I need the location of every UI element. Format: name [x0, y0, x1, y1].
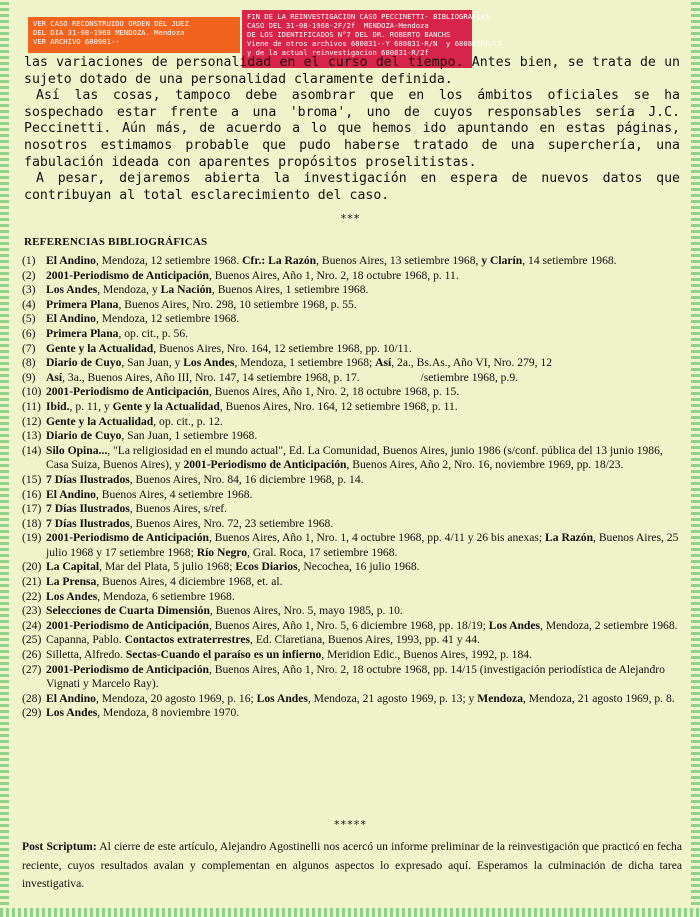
reference-item: [22, 663, 682, 692]
reference-number: (16): [22, 487, 42, 501]
reference-item: [22, 312, 682, 327]
reference-item: [22, 473, 682, 488]
reference-number: (10): [22, 385, 42, 399]
reference-text: 2001-Periodismo de Anticipación, Buenos Aires, Año 1, Nro. 5, 6 diciembre 1968, pp. 18/19; Los Andes, Mendoza, 2 setiembre 1968.: [46, 618, 678, 632]
intro-paragraph-1: las variaciones de personalidad en el curso del tiempo. Antes bien, se trata de un sujeto dotado de una personalidad claramente definida.: [24, 55, 680, 87]
reference-number: (11): [22, 399, 41, 413]
reference-text: 7 Días Ilustrados, Buenos Aires, Nro. 72, 23 setiembre 1968.: [46, 516, 334, 530]
reference-text: La Capital, Mar del Plata, 5 julio 1968; Ecos Diarios, Necochea, 16 julio 1968.: [46, 560, 420, 574]
reference-number: (8): [22, 356, 36, 370]
reference-text: 2001-Periodismo de Anticipación, Buenos Aires, Año 1, Nro. 2, 18 octubre 1968, p. 11.: [46, 268, 459, 282]
reference-text: Primera Plana, op. cit., p. 56.: [46, 326, 189, 340]
reference-text: Los Andes, Mendoza, y La Nación, Buenos Aires, 1 setiembre 1968.: [46, 283, 369, 297]
reference-item: [22, 619, 682, 634]
reference-item: [22, 356, 682, 371]
reference-number: (17): [22, 502, 42, 516]
reference-number: (20): [22, 560, 42, 574]
left-decorative-border: [0, 0, 9, 917]
reference-number: (2): [22, 268, 36, 282]
reference-item: [22, 429, 682, 444]
reference-item: [22, 575, 682, 590]
reference-item: [22, 590, 682, 605]
reference-number: (3): [22, 283, 36, 297]
references-list: [22, 254, 682, 721]
reference-number: (13): [22, 429, 42, 443]
reference-number: (22): [22, 589, 42, 603]
case-stamp-right: FIN DE LA REINVESTIGACION CASO PECCINETTI- BIBLIOGRAFIAS CASO DEL 31-08-1968-2F/2f MENDOZA-Mendoza DE LOS IDENTIFICADOS N°7 DEL DR. ROBERTO BANCHS Viene de otros archivos 680831--Y 680831-R/N y 680831RS/LS y de la actual reinvestigacion 680831-R/2f: [242, 10, 472, 68]
postscript-text: Al cierre de este artículo, Alejandro Agostinelli nos acercó un informe preliminar de la reinvestigación que practicó en fecha reciente, cuyos resultados avalan y complementan en algunos aspectos lo expresado aquí. Esperamos la culminación de dicha tarea investigativa.: [22, 840, 682, 891]
reference-number: (14): [22, 443, 42, 457]
reference-item: [22, 327, 682, 342]
reference-text: Silo Opina..., "La religiosidad en el mundo actual", Ed. La Comunidad, Buenos Aires, junio 1986 (s/conf. pública del 13 junio 1986, Casa Suiza, Buenos Aires), y 2001-Periodismo de Anticipación, Buenos Aires, Año 2, Nro. 16, noviembre 1969, pp. 18/23.: [46, 443, 663, 472]
reference-text: Los Andes, Mendoza, 6 setiembre 1968.: [46, 589, 235, 603]
reference-number: (24): [22, 618, 42, 632]
reference-item: [22, 400, 682, 415]
reference-number: (28): [22, 691, 42, 705]
reference-item: [22, 706, 682, 721]
reference-number: (6): [22, 326, 36, 340]
references-heading: REFERENCIAS BIBLIOGRÁFICAS: [24, 236, 208, 248]
reference-text: El Andino, Mendoza, 20 agosto 1969, p. 16; Los Andes, Mendoza, 21 agosto 1969, p. 13; y Mendoza, Mendoza, 21 agosto 1969, p. 8.: [46, 691, 675, 705]
section-separator: ***: [340, 212, 360, 225]
reference-text: El Andino, Mendoza, 12 setiembre 1968.: [46, 312, 240, 326]
reference-item: [22, 385, 682, 400]
reference-text: La Prensa, Buenos Aires, 4 diciembre 1968, et. al.: [46, 575, 283, 589]
reference-item: [22, 692, 682, 707]
reference-number: (7): [22, 341, 36, 355]
reference-item: [22, 531, 682, 560]
case-stamp-left: VER CASO RECONSTRUIDO ORDEN DEL JUEZ DEL DIA 31-08-1968 MENDOZA. Mendoza VER ARCHIVO 680901--: [28, 17, 240, 53]
reference-number: (4): [22, 297, 36, 311]
intro-paragraph-3: A pesar, dejaremos abierta la investigación en espera de nuevos datos que contribuyan al total esclarecimiento del caso.: [24, 171, 680, 203]
bottom-decorative-border: [0, 908, 700, 917]
reference-text: Gente y la Actualidad, op. cit., p. 12.: [46, 414, 223, 428]
intro-paragraph-2: Así las cosas, tampoco debe asombrar que en los ámbitos oficiales se ha sospechado estar frente a una 'broma', uno de cuyos responsables sería J.C. Peccinetti. Aún más, de acuerdo a lo que hemos ido apuntando en estas páginas, nosotros estimamos probable que pudo haberse tratado de una superchería, una fabulación ideada con aparentes propósitos proselitistas.: [24, 88, 680, 170]
postscript-label: Post Scriptum:: [22, 840, 97, 853]
postscript-separator: *****: [333, 818, 367, 831]
reference-text: Diario de Cuyo, San Juan, 1 setiembre 1968.: [46, 429, 258, 443]
right-decorative-border: [691, 0, 700, 917]
reference-number: (23): [22, 604, 42, 618]
reference-text: Gente y la Actualidad, Buenos Aires, Nro. 164, 12 setiembre 1968, pp. 10/11.: [46, 341, 412, 355]
reference-item: [22, 604, 682, 619]
postscript: [22, 838, 682, 894]
reference-item: [22, 269, 682, 284]
reference-number: (18): [22, 516, 42, 530]
reference-number: (27): [22, 662, 42, 676]
reference-text: Primera Plana, Buenos Aires, Nro. 298, 10 setiembre 1968, p. 55.: [46, 297, 357, 311]
reference-item: [22, 560, 682, 575]
reference-item: [22, 415, 682, 430]
reference-text: 7 Días Ilustrados, Buenos Aires, Nro. 84, 16 diciembre 1968, p. 14.: [46, 472, 364, 486]
reference-text: Capanna, Pablo. Contactos extraterrestres, Ed. Claretiana, Buenos Aires, 1993, pp. 41 y 44.: [46, 633, 480, 647]
reference-item: [22, 254, 682, 269]
reference-number: (25): [22, 633, 42, 647]
reference-number: (1): [22, 254, 36, 267]
reference-text: Silletta, Alfredo. Sectas-Cuando el paraíso es un infierno, Meridion Edic., Buenos Aires, 1992, p. 184.: [46, 648, 532, 662]
reference-text: El Andino, Buenos Aires, 4 setiembre 1968.: [46, 487, 253, 501]
reference-text: Los Andes, Mendoza, 8 noviembre 1970.: [46, 706, 240, 720]
reference-number: (12): [22, 414, 42, 428]
reference-item: [22, 517, 682, 532]
reference-item: [22, 371, 682, 386]
reference-text: Ibid., p. 11, y Gente y la Actualidad, Buenos Aires, Nro. 164, 12 setiembre 1968, p. 11.: [46, 399, 458, 413]
reference-number: (15): [22, 472, 42, 486]
reference-text: 2001-Periodismo de Anticipación, Buenos Aires, Año 1, Nro. 1, 4 octubre 1968, pp. 4/11 y 26 bis anexas; La Razón, Buenos Aires, 25 julio 1968 y 17 setiembre 1968; Río Negro, Gral. Roca, 17 setiembre 1968.: [46, 531, 679, 559]
reference-number: (26): [22, 648, 42, 662]
reference-item: [22, 488, 682, 503]
reference-item: [22, 283, 682, 298]
reference-item: [22, 633, 682, 648]
reference-number: (9): [22, 370, 36, 384]
reference-text: Así, 3a., Buenos Aires, Año III, Nro. 147, 14 setiembre 1968, p. 17. /setiembre 1968, p.9.: [46, 370, 519, 384]
reference-item: [22, 502, 682, 517]
reference-number: (29): [22, 706, 42, 720]
reference-item: [22, 298, 682, 313]
reference-text: El Andino, Mendoza, 12 setiembre 1968. Cfr.: La Razón, Buenos Aires, 13 setiembre 1968, y Clarín, 14 setiembre 1968.: [46, 254, 617, 267]
intro-text: [24, 55, 680, 204]
reference-text: 2001-Periodismo de Anticipación, Buenos Aires, Año 1, Nro. 2, 18 octubre 1968, p. 15.: [46, 385, 460, 399]
reference-item: [22, 342, 682, 357]
reference-item: [22, 444, 682, 473]
reference-text: Selecciones de Cuarta Dimensión, Buenos Aires, Nro. 5, mayo 1985, p. 10.: [46, 604, 403, 618]
reference-text: 7 Días Ilustrados, Buenos Aires, s/ref.: [46, 502, 227, 516]
reference-number: (21): [22, 575, 42, 589]
reference-text: 2001-Periodismo de Anticipación, Buenos Aires, Año 1, Nro. 2, 18 octubre 1968, pp. 14/15 (investigación periodística de Alejandro Vignati y Marcelo Ray).: [46, 662, 665, 691]
reference-text: Diario de Cuyo, San Juan, y Los Andes, Mendoza, 1 setiembre 1968; Así, 2a., Bs.As., Año VI, Nro. 279, 12: [46, 356, 553, 370]
reference-number: (19): [22, 531, 42, 545]
reference-number: (5): [22, 312, 36, 326]
reference-item: [22, 648, 682, 663]
